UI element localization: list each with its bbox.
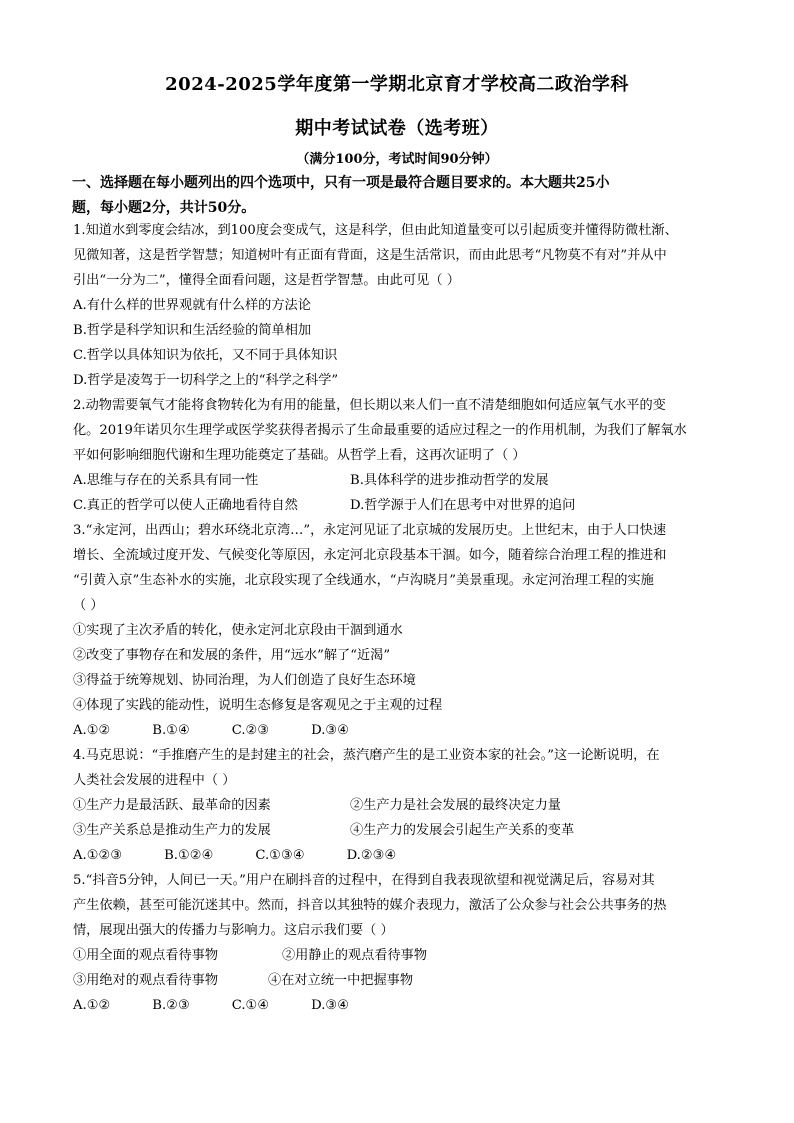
q4-stem-line2: 人类社会发展的进程中（ ） <box>73 773 236 788</box>
q4-statement-3: ③生产关系总是推动生产力的发展 <box>73 823 271 838</box>
exam-title-line2: 期中考试试卷（选考班） <box>295 118 499 139</box>
q1-option-d: D.哲学是凌驾于一切科学之上的“科学之科学” <box>73 373 339 388</box>
q3-statement-1: ①实现了主次矛盾的转化，使永定河北京段由干涸到通水 <box>73 623 403 638</box>
q5-answer-choices: A.①② B.②③ C.①④ D.③④ <box>73 998 350 1013</box>
q1-stem-line2: 见微知著，这是哲学智慧；知道树叶有正面有背面，这是生活常识，而由此思考“凡物莫不有对”并从中 <box>73 248 667 263</box>
section-instruction-line2: 题，每小题2分，共计50分。 <box>72 200 256 216</box>
q5-stem-line1: 5.“抖音5分钟，人间已一天。”用户在刷抖音的过程中，在得到自我表现欲望和视觉满足后，容易对其 <box>73 873 655 888</box>
q4-statement-1: ①生产力是最活跃、最革命的因素 <box>73 798 271 813</box>
q5-statement-4: ④在对立统一中把握事物 <box>268 973 414 988</box>
q5-stem-line2: 产生依赖，甚至可能沉迷其中。然而，抖音以其独特的媒介表现力，激活了公众参与社会公共事务的热 <box>73 898 667 913</box>
q3-statement-2: ②改变了事物存在和发展的条件，用“远水”解了“近渴” <box>73 648 391 663</box>
q1-stem-line1: 1.知道水到零度会结冰，到100度会变成气，这是科学，但由此知道量变可以引起质变并懂得防微杜渐、 <box>73 223 678 238</box>
q3-stem-line3: “引黄入京”生态补水的实施，北京段实现了全线通水，“卢沟晓月”美景重现。永定河治理工程的实施 <box>73 573 654 588</box>
q3-stem-line1: 3.“永定河，出西山；碧水环绕北京湾…”，永定河见证了北京城的发展历史。上世纪末，由于人口快速 <box>73 523 667 538</box>
q2-stem-line2: 化。2019年诺贝尔生理学或医学奖获得者揭示了生命最重要的适应过程之一的作用机制，为我们了解氧水 <box>73 423 687 438</box>
exam-title-line1: 2024-2025学年度第一学期北京育才学校高二政治学科 <box>165 74 629 95</box>
q2-stem-line3: 平如何影响细胞代谢和生理功能奠定了基础。从哲学上看，这再次证明了（ ） <box>73 448 526 463</box>
q5-statement-2: ②用静止的观点看待事物 <box>282 948 428 963</box>
q2-option-a: A.思维与存在的关系具有同一性 <box>73 473 259 488</box>
q5-stem-line3: 情，展现出强大的传播力与影响力。这启示我们要（ ） <box>73 923 394 938</box>
q2-option-c: C.真正的哲学可以使人正确地看待自然 <box>73 498 298 513</box>
q2-option-d: D.哲学源于人们在思考中对世界的追问 <box>350 498 576 513</box>
q3-statement-4: ④体现了实践的能动性，说明生态修复是客观见之于主观的过程 <box>73 698 443 713</box>
q1-option-c: C.哲学以具体知识为依托，又不同于具体知识 <box>73 348 338 363</box>
q3-stem-line2: 增长、全流域过度开发、气候变化等原因，永定河北京段基本干涸。如今，随着综合治理工程的推进和 <box>73 548 667 563</box>
q3-statement-3: ③得益于统筹规划、协同治理，为人们创造了良好生态环境 <box>73 673 416 688</box>
q1-option-b: B.哲学是科学知识和生活经验的简单相加 <box>73 323 312 338</box>
q1-stem-line3: 引出“一分为二”，懂得全面看问题，这是哲学智慧。由此可见（ ） <box>73 273 460 288</box>
q3-stem-line4: （ ） <box>73 598 104 613</box>
q2-stem-line1: 2.动物需要氧气才能将食物转化为有用的能量，但长期以来人们一直不清楚细胞如何适应氧气水平的变 <box>73 398 666 413</box>
q4-stem-line1: 4.马克思说：“手推磨产生的是封建主的社会，蒸汽磨产生的是工业资本家的社会。”这一论断说明，在 <box>73 748 660 763</box>
q5-statement-3: ③用绝对的观点看待事物 <box>73 973 219 988</box>
q4-statement-4: ④生产力的发展会引起生产关系的变革 <box>350 823 575 838</box>
q5-statement-1: ①用全面的观点看待事物 <box>73 948 219 963</box>
q3-answer-choices: A.①② B.①④ C.②③ D.③④ <box>73 723 350 738</box>
q4-statement-2: ②生产力是社会发展的最终决定力量 <box>350 798 561 813</box>
exam-score-time-note: （满分100分，考试时间90分钟） <box>296 152 498 167</box>
q1-option-a: A.有什么样的世界观就有什么样的方法论 <box>73 298 311 313</box>
section-instruction-line1: 一、选择题在每小题列出的四个选项中，只有一项是最符合题目要求的。本大题共25小 <box>72 175 610 191</box>
q4-answer-choices: A.①②③ B.①②④ C.①③④ D.②③④ <box>73 848 397 863</box>
q2-option-b: B.具体科学的进步推动哲学的发展 <box>350 473 549 488</box>
